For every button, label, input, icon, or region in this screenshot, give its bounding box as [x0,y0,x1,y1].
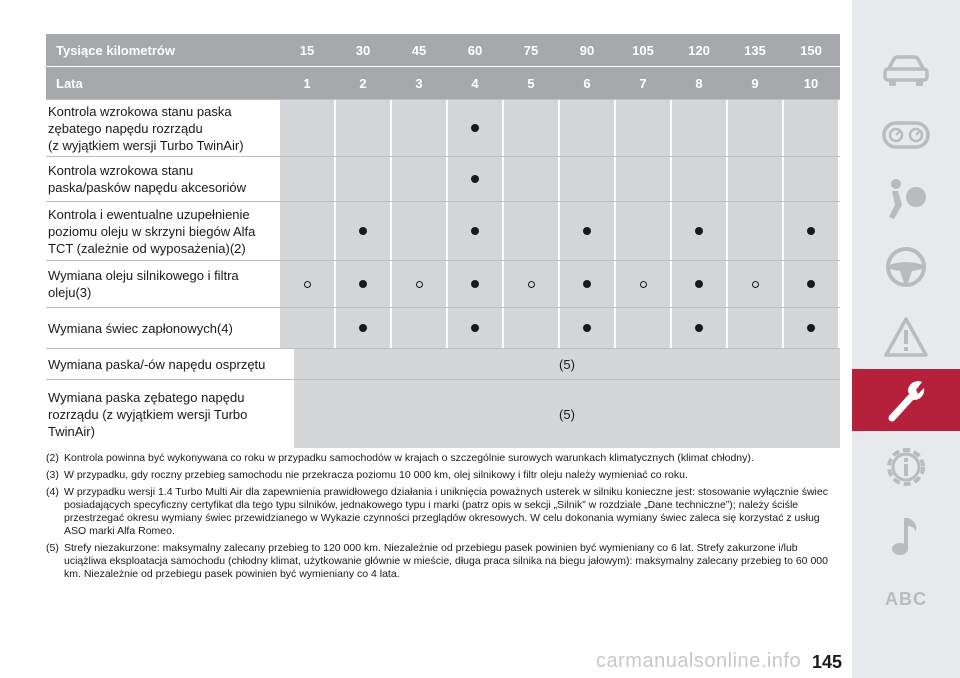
hollow-dot-marker [640,281,647,288]
header-km-cell-5: 90 [579,42,595,58]
table-cell [560,100,614,156]
watermark: carmanualsonline.info [596,650,802,672]
header-km-label: Tysiące kilometrów [56,42,175,58]
row-label [46,308,280,348]
table-cell [448,308,502,348]
table-cell [672,100,726,156]
maintenance-table [46,34,840,448]
row-label [46,380,294,448]
header-year-cell-9: 10 [803,75,819,91]
table-cell [784,261,838,307]
table-cell [728,308,782,348]
footnote-number: (5) [46,542,59,554]
sidebar-item-car[interactable] [852,40,960,102]
row-label-text: Wymiana oleju silnikowego i filtra oleju(3) [48,268,239,300]
table-cell [448,100,502,156]
footnote-number: (3) [46,469,59,481]
merged-cell: (5) [294,349,840,379]
sidebar-item-airbag[interactable] [852,168,960,230]
sidebar-item-abc[interactable] [852,568,960,630]
table-cell [560,157,614,201]
table-row [46,348,840,379]
table-cell [728,202,782,260]
footnote [46,469,840,482]
filled-dot-marker [807,280,815,288]
merged-cell: (5) [294,380,840,448]
filled-dot-marker [583,280,591,288]
table-cell [392,261,446,307]
header-km-cell-6: 105 [632,42,654,58]
table-cell [504,308,558,348]
footnote [46,542,840,581]
table-cell [784,100,838,156]
airbag-icon [884,177,928,221]
filled-dot-marker [807,227,815,235]
dashboard-icon [882,121,930,149]
filled-dot-marker [583,324,591,332]
wrench-icon [882,376,930,424]
sidebar-item-info[interactable] [852,436,960,498]
page-number: 145 [812,652,843,672]
table-cell [504,261,558,307]
table-cell [728,100,782,156]
filled-dot-marker [359,227,367,235]
table-cell [560,261,614,307]
sidebar-item-warning[interactable] [852,306,960,368]
footnote-text: W przypadku, gdy roczny przebieg samochodu nie przekracza poziomu 10 000 km, olej silnikowy i filtr oleju należy wymieniać co roku. [64,469,688,481]
table-cell [560,308,614,348]
row-label-text: Kontrola wzrokowa stanu paska zębatego napędu rozrządu (z wyjątkiem wersji Turbo TwinAir) [48,103,244,153]
header-km-cell-7: 120 [688,42,710,58]
filled-dot-marker [471,324,479,332]
header-year-cell-1: 2 [359,75,367,91]
footnote-text: Kontrola powinna być wykonywana co roku w przypadku samochodów w krajach o szczególnie surowych warunkach klimatycznych (klimat chłodny). [64,452,754,464]
row-label-text: Wymiana świec zapłonowych(4) [48,320,233,336]
header-year-cell-5: 6 [583,75,591,91]
header-km-cell-9: 150 [800,42,822,58]
header-km-cell-4: 75 [523,42,539,58]
header-year-cell-3: 4 [471,75,479,91]
table-cell [392,100,446,156]
sidebar-item-wrench[interactable] [852,369,960,431]
row-label [46,157,280,201]
table-row [46,379,840,448]
footnotes [46,452,840,585]
row-label-text: Wymiana paska zębatego napędu rozrządu (z wyjątkiem wersji Turbo TwinAir) [48,389,248,439]
table-cell [784,157,838,201]
table-cell [392,202,446,260]
table-cell [616,202,670,260]
table-cell [616,157,670,201]
header-years-label: Lata [56,75,83,91]
row-label [46,349,294,379]
row-label [46,100,280,156]
footnote [46,486,840,538]
header-year-cell-0: 1 [303,75,311,91]
info-gear-icon [883,444,929,490]
hollow-dot-marker [752,281,759,288]
table-row [46,156,840,201]
header-km-cell-2: 45 [411,42,427,58]
filled-dot-marker [695,280,703,288]
table-cell [280,202,334,260]
table-row [46,307,840,348]
sidebar-item-steering[interactable] [852,236,960,298]
hollow-dot-marker [416,281,423,288]
header-km-cell-0: 15 [299,42,315,58]
table-cell [728,157,782,201]
table-cell [336,100,390,156]
filled-dot-marker [471,124,479,132]
table-cell [672,157,726,201]
abc-label: ABC [885,588,927,609]
filled-dot-marker [583,227,591,235]
table-cell [336,308,390,348]
steering-wheel-icon [884,245,928,289]
table-cell [672,202,726,260]
table-cell [336,261,390,307]
table-cell [504,157,558,201]
header-years-row [46,66,840,99]
footnote-text: W przypadku wersji 1.4 Turbo Multi Air dla zapewnienia prawidłowego działania i uniknięcia poważnych usterek w silniku konieczne jest: stosowanie wyłącznie świec posiadających specyficzny certyfikat dla tego typu silników, jednakowego typu i marki (patrz opis w sekcji „Silnik” w rozdziale „Dane techniczne”); należy ściśle przestrzegać okresu wymiany świec przewidzianego w Wykazie czynności przeglądów okresowych. W celu dokonania wymiany świec zaleca się korzystać z usług ASO marki Alfa Romeo. [64,486,828,537]
header-km-cell-8: 135 [744,42,766,58]
header-km-cell-3: 60 [467,42,483,58]
table-cell [392,308,446,348]
header-year-cell-4: 5 [527,75,535,91]
table-row [46,260,840,307]
row-label-text: Kontrola wzrokowa stanu paska/pasków napędu akcesoriów [48,163,247,195]
filled-dot-marker [695,324,703,332]
footnote-number: (4) [46,486,59,498]
table-cell [504,100,558,156]
table-cell [672,308,726,348]
table-cell [280,308,334,348]
header-year-cell-7: 8 [695,75,703,91]
sidebar-item-music[interactable] [852,505,960,567]
filled-dot-marker [471,227,479,235]
hollow-dot-marker [528,281,535,288]
header-km-row [46,34,840,66]
row-label-text: Kontrola i ewentualne uzupełnienie poziomu oleju w skrzyni biegów Alfa TCT (zależnie od wyposażenia)(2) [48,206,256,256]
sidebar [852,0,960,678]
table-cell [336,202,390,260]
header-year-cell-6: 7 [639,75,647,91]
table-cell [280,100,334,156]
table-cell [448,202,502,260]
filled-dot-marker [471,280,479,288]
warning-triangle-icon [883,316,929,358]
table-cell [280,157,334,201]
filled-dot-marker [359,324,367,332]
footnote [46,452,840,465]
table-cell [504,202,558,260]
table-cell [784,202,838,260]
row-label [46,202,280,260]
filled-dot-marker [695,227,703,235]
table-cell [616,100,670,156]
sidebar-item-dashboard[interactable] [852,104,960,166]
table-row [46,201,840,260]
car-icon [882,54,930,88]
footnote-text: Strefy niezakurzone: maksymalny zalecany przebieg to 120 000 km. Niezależnie od przebiegu pasek powinien być wymieniany co 6 lat. Strefy zakurzone i/lub uciążliwa eksploatacja samochodu (chłodny klimat, użytkowanie głównie w mieście, długa praca silnika na biegu jałowym): maksymalny zalecany przebieg to 60 000 km. Niezależnie od przebiegu pasek powinien być wymieniany co 4 lata. [64,542,828,580]
hollow-dot-marker [304,281,311,288]
header-km-cell-1: 30 [355,42,371,58]
table-cell [616,308,670,348]
table-cell [280,261,334,307]
table-cell [448,157,502,201]
table-cell [616,261,670,307]
filled-dot-marker [471,175,479,183]
table-cell [728,261,782,307]
filled-dot-marker [359,280,367,288]
table-row [46,99,840,156]
table-cell [560,202,614,260]
header-year-cell-2: 3 [415,75,423,91]
footnote-number: (2) [46,452,59,464]
row-label [46,261,280,307]
header-year-cell-8: 9 [751,75,759,91]
music-note-icon [888,514,924,558]
table-cell [784,308,838,348]
row-label-text: Wymiana paska/-ów napędu osprzętu [48,356,266,372]
filled-dot-marker [807,324,815,332]
table-cell [672,261,726,307]
table-cell [336,157,390,201]
table-cell [448,261,502,307]
table-cell [392,157,446,201]
